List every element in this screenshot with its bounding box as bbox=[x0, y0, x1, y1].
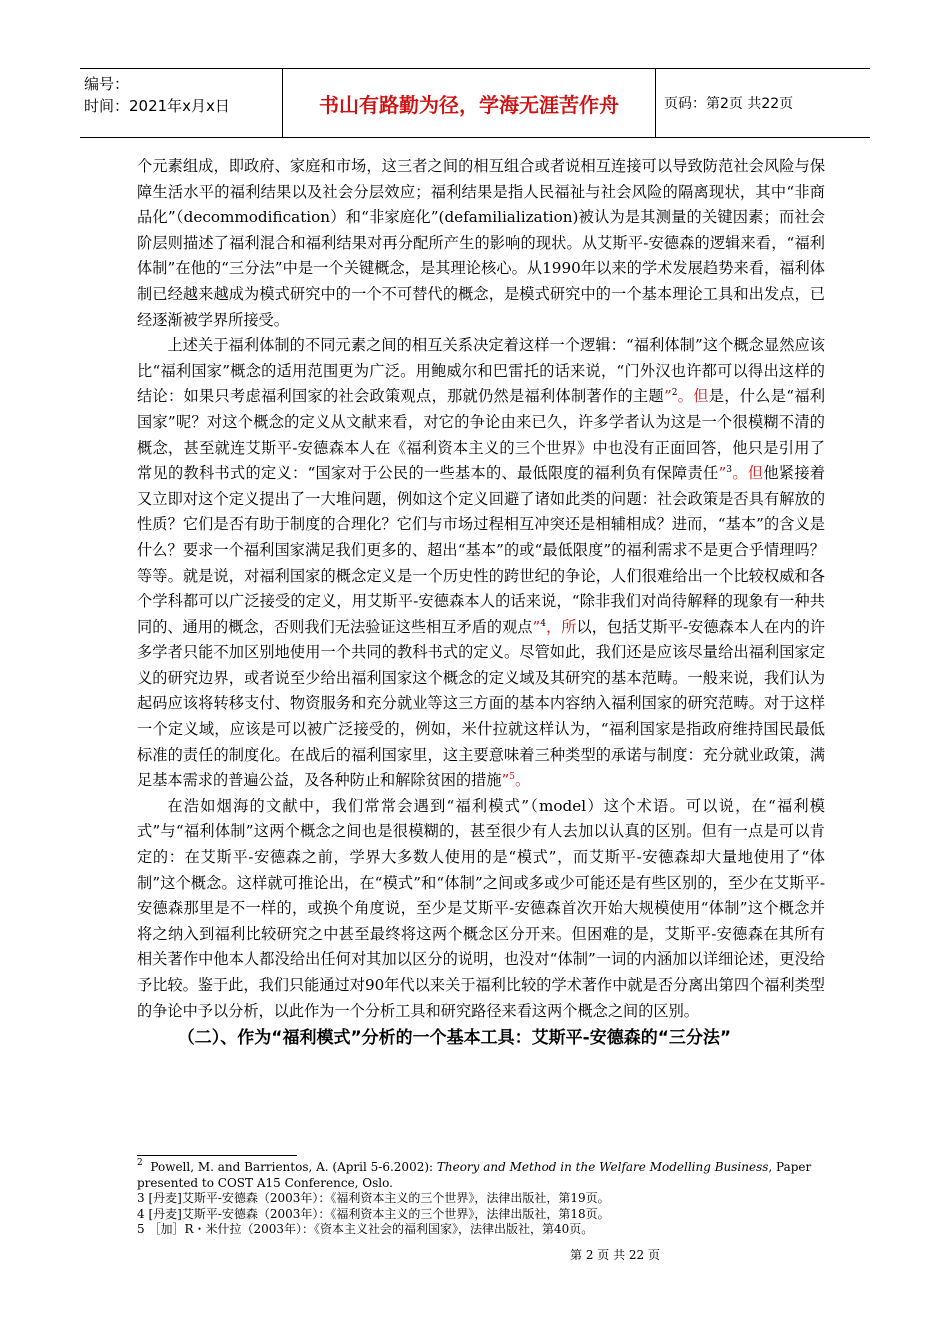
p2-red-4: 。 bbox=[515, 771, 531, 790]
header-meta bbox=[80, 69, 283, 137]
footnote-2 bbox=[137, 1160, 827, 1191]
paragraph-3: 在浩如烟海的文献中，我们常常会遇到“福利模式”（model）这个术语。可以说，在“福利模式”与“福利体制”这两个概念之间也是很模糊的，甚至很少有人去加以认真的区别。但有一点是可以肯定的：在艾斯平-安德森之前，学界大多数人使用的是“模式”，而艾斯平-安德森却大量地使用了“体制”这个概念。这样就可推论出，在“模式”和“体制”之间或多或少可能还是有些区别的，至少在艾斯平-安德森那里是不一样的，或换个角度说，至少是艾斯平-安德森首次开始大规模使用“体制”这个概念并将之纳入到福利比较研究之中甚至最终将这两个概念区分开来。但困难的是，艾斯平-安德森在其所有相关著作中他本人都没给出任何对其加以区分的说明，也没对“体制”一词的内涵加以详细论述，更没给予比较。鉴于此，我们只能通过对90年代以来关于福利比较的学术著作中就是否分离出第四个福利类型的争论中予以分析，以此作为一个分析工具和研究路径来看这两个概念之间的区别。 bbox=[137, 796, 825, 1020]
p2-red-2: 。但 bbox=[732, 464, 764, 483]
footnote-2-title: Theory and Method in the Welfare Modelling Business bbox=[436, 1160, 769, 1174]
footnote-2-num: 2 bbox=[137, 1158, 143, 1168]
p2-text-b: 是，什么是“福利国家”呢？对这个概念的定义从文献来看，对它的争论由来已久，许多学者认为这是一个很模糊不清的概念，甚至就连艾斯平-安德森本人在《福利资本主义的三个世界》中也没有正面回答，他只是引用了常见的教科书式的定义：“国家对于公民的一些基本的、最低限度的福利负有保障责任 bbox=[137, 387, 826, 483]
number-label: 编号： bbox=[84, 75, 130, 93]
paragraph-1: 个元素组成，即政府、家庭和市场，这三者之间的相互组合或者说相互连接可以导致防范社会风险与保障生活水平的福利结果以及社会分层效应；福利结果是指人民福祉与社会风险的隔离现状，其中“非商品化”（decommodification）和“非家庭化”(defamilialization)被认为是其测量的关键因素；而社会阶层则描述了福利混合和福利结果对再分配所产生的影响的现状。从艾斯平-安德森的逻辑来看，“福利体制”在他的“三分法”中是一个关键概念，是其理论核心。从1990年以来的学术发展趋势来看，福利体制已经越来越成为模式研究中的一个不可替代的概念，是模式研究中的一个基本理论工具和出发点，已经逐渐被学界所接受。 bbox=[137, 157, 825, 329]
footnote-ref-3[interactable]: 3 bbox=[726, 465, 733, 476]
footnote-ref-5[interactable]: 5 bbox=[509, 772, 515, 783]
header-page-info: 页码：第2页 共22页 bbox=[664, 96, 794, 112]
p2-text-c: 他紧接着又立即对这个定义提出了一大堆问题，例如这个定义回避了诸如此类的问题：社会政策是否具有解放的性质？它们是否有助于制度的合理化？它们与市场过程相互冲突还是相辅相成？进而，“基本”的含义是什么？要求一个福利国家满足我们更多的、超出“基本”的或“最低限度”的福利需求不是更合乎情理吗？等等。就是说，对福利国家的概念定义是一个历史性的跨世纪的争论，人们很难给出一个比较权威和各个学科都可以广泛接受的定义，用艾斯平-安德森本人的话来说，“除非我们对尚待解释的现象有一种共同的、通用的概念，否则我们无法验证这些相互矛盾的观点 bbox=[137, 464, 826, 636]
footnote-5: 5 ［加］R・米什拉（2003年）：《资本主义社会的福利国家》，法律出版社，第40页。 bbox=[137, 1222, 594, 1236]
footnote-ref-4[interactable]: 4 bbox=[540, 618, 547, 629]
footnote-3: 3 [丹麦]艾斯平-安德森（2003年）：《福利资本主义的三个世界》，法律出版社，第19页。 bbox=[137, 1191, 610, 1205]
p2-red-3: ，所 bbox=[546, 617, 577, 636]
footnote-2-rest: , Paper presented to COST A15 Conference, Oslo. bbox=[137, 1160, 812, 1190]
footnote-2-authors: Powell, M. and Barrientos, A. (April 5-6.2002): bbox=[150, 1160, 437, 1174]
p2-quote-1: ” bbox=[663, 387, 672, 406]
page-header bbox=[80, 68, 870, 138]
footnote-4: 4 [丹麦]艾斯平-安德森（2003年）：《福利资本主义的三个世界》，法律出版社，第18页。 bbox=[137, 1206, 610, 1221]
p2-text-d: 以，包括艾斯平-安德森本人在内的许多学者只能不加区别地使用一个共同的教科书式的定义。尽管如此，我们还是应该尽量给出福利国家定义的研究边界，或者说至少给出福利国家这个概念的定义域及其研究的基本范畴。一般来说，我们认为起码应该将转移支付、物资服务和充分就业等这三方面的基本内容纳入福利国家的研究范畴。对于这样一个定义域，应该是可以被广泛接受的，例如，米什拉就这样认为，“福利国家是指政府维持国民最低标准的责任的制度化。在战后的福利国家里，这主要意味着三种类型的承诺与制度：充分就业政策，满足基本需求的普遍公益，及各种防止和解除贫困的措施 bbox=[137, 617, 826, 790]
footnote-separator bbox=[137, 1155, 297, 1156]
date-label: 时间：2021年x月x日 bbox=[84, 97, 230, 115]
page-footer: 第 2 页 共 22 页 bbox=[570, 1248, 660, 1262]
p2-quote-3: ” bbox=[532, 617, 541, 636]
p2-text-a: 上述关于福利体制的不同元素之间的相互关系决定着这样一个逻辑：“福利体制”这个概念显然应该比“福利国家”概念的适用范围更为广泛。用鲍威尔和巴雷托的话来说，“门外汉也许都可以得出这样的结论：如果只考虑福利国家的社会政策观点，那就仍然是福利体制著作的主题 bbox=[137, 336, 825, 406]
paragraph-2 bbox=[137, 333, 825, 794]
footnotes bbox=[137, 1160, 827, 1238]
p2-quote-2: ” bbox=[718, 464, 727, 483]
main-text bbox=[137, 154, 825, 1052]
header-motto: 书山有路勤为径，学海无涯苦作舟 bbox=[283, 69, 656, 137]
p2-red-1: 。但 bbox=[677, 387, 709, 406]
section-heading: （二）、作为“福利模式”分析的一个基本工具：艾斯平-安德森的“三分法” bbox=[177, 1028, 732, 1049]
footnote-ref-2[interactable]: 2 bbox=[671, 388, 678, 399]
p2-quote-4: ” bbox=[501, 771, 510, 790]
